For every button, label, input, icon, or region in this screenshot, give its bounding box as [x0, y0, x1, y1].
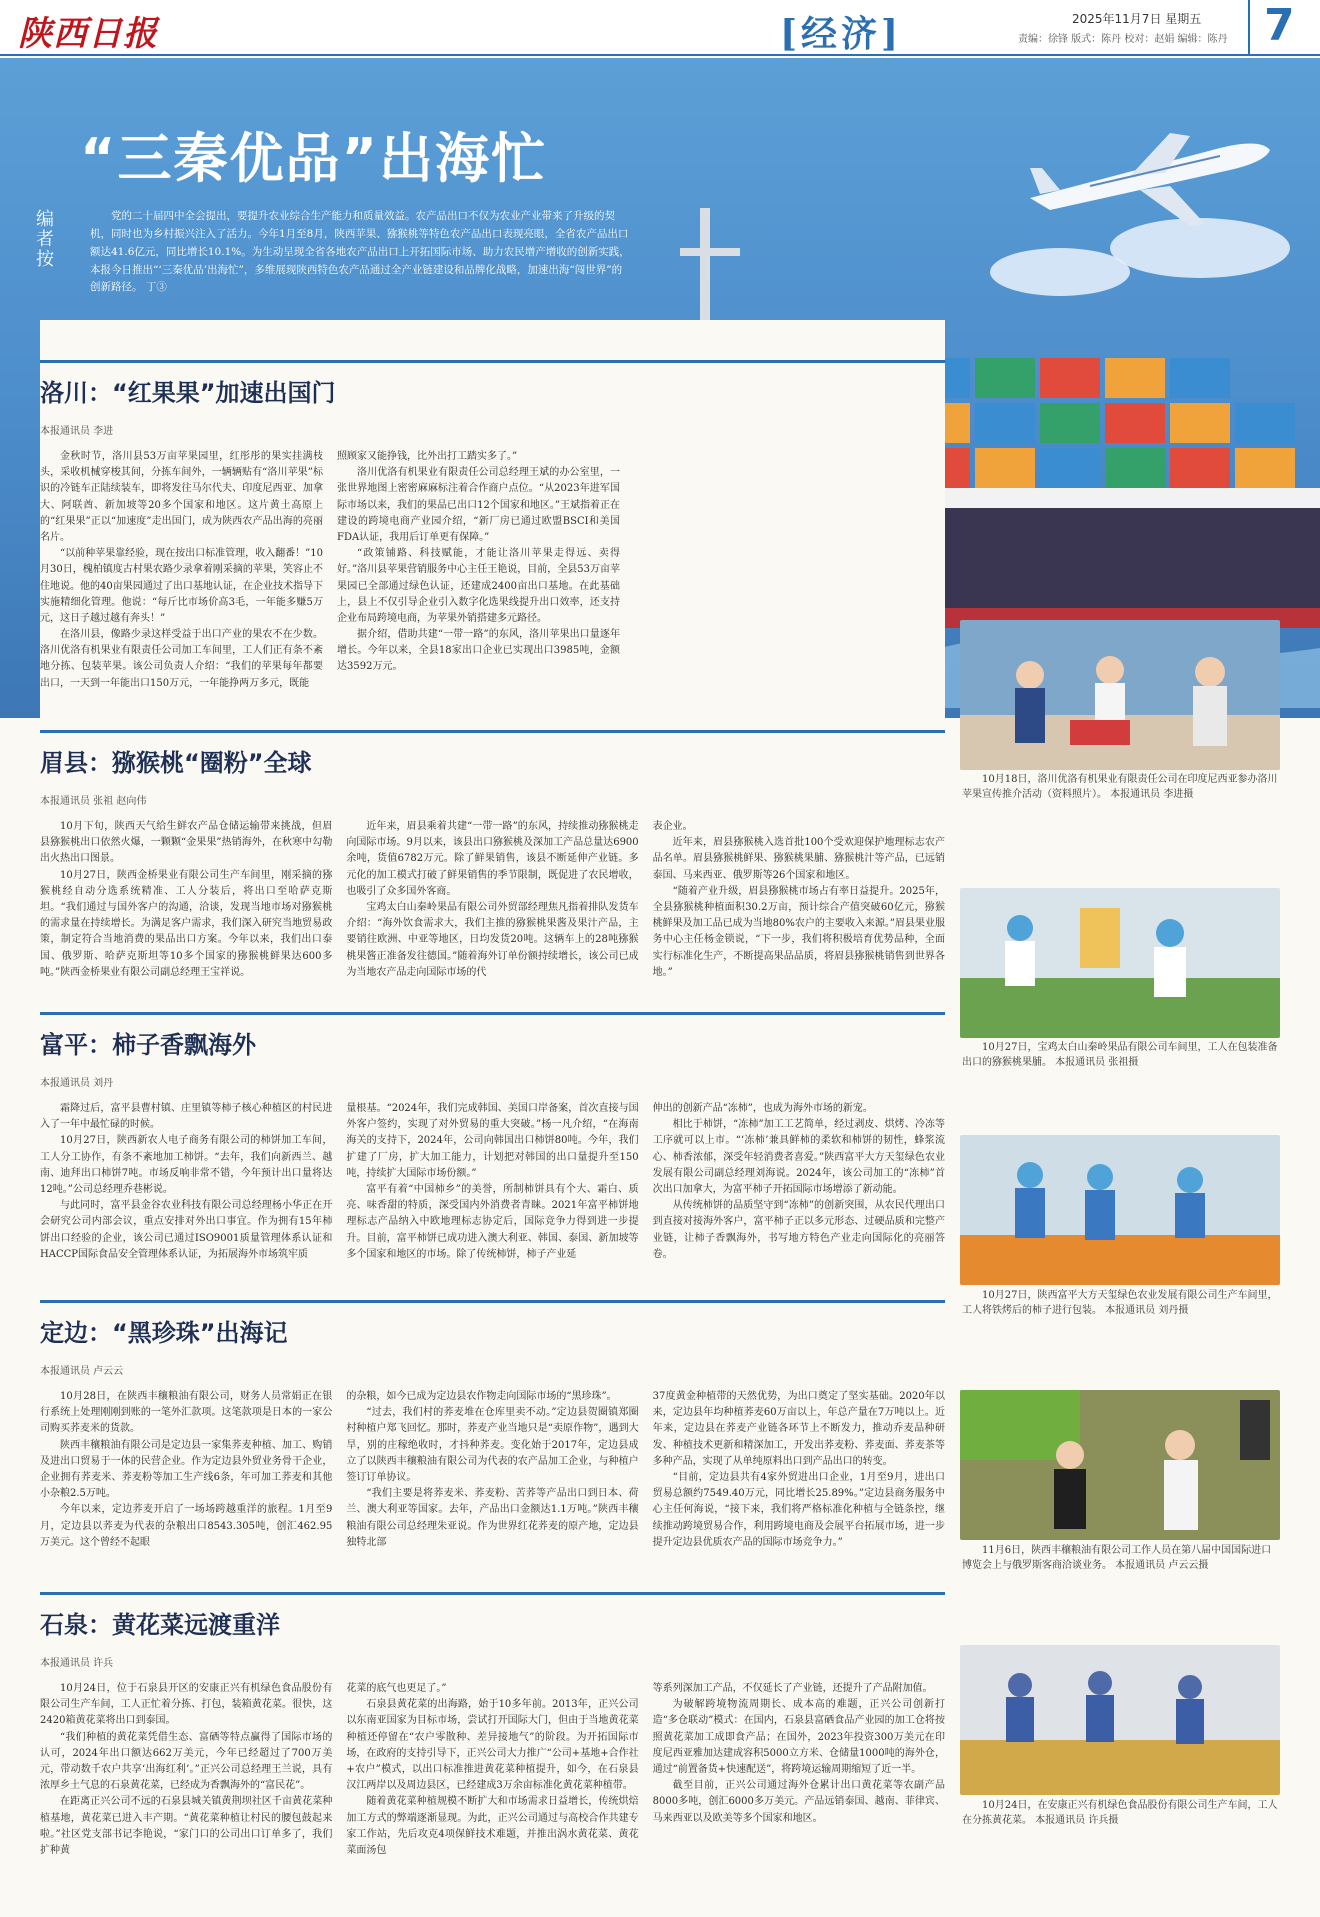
paragraph: 随着黄花菜种植规模不断扩大和市场需求日益增长，传统烘焙加工方式的弊端逐渐显现。为此，正兴公司通过与高校合作共建专家工作站，先后攻克4项保鲜技术难题，并推出涡水黄花菜、黄花菜面汤包 — [346, 1796, 639, 1856]
paragraph: 等系列深加工产品，不仅延长了产业链，还提升了产品附加值。 — [652, 1683, 933, 1694]
paragraph: 表企业。 — [652, 821, 693, 832]
paragraph: 10月24日，位于石泉县开区的安康正兴有机绿色食品股份有限公司生产车间，工人正忙着分拣、打包，装箱黄花菜。很快，这2420箱黄花菜将出口到泰国。 — [40, 1683, 333, 1727]
masthead — [0, 0, 1320, 56]
newspaper-logo: 陕西日报 — [18, 14, 158, 54]
page-headline: “三秦优品”出海忙 — [80, 127, 547, 190]
paragraph: “目前，定边县共有4家外贸进出口企业，1月至9月，进出口贸易总额约7549.40万元，同比增长25.89%。”定边县商务服务中心主任何海说，“接下来，我们将严格标准化种植与全链条控，继续推动跨境贸易合作，利用跨境电商及会展平台拓展市场，进一步提升定边县优质农产品的国际市场竞争力。” — [652, 1471, 945, 1548]
article-column — [346, 819, 638, 981]
editor-note-tag: 编者按 — [36, 209, 54, 270]
paragraph: 在洛川县，像路少录这样受益于出口产业的果农不在少数。洛川优洛有机果业有限责任公司加工车间里，工人们正有条不紊地分拣、包装苹果。该公司负责人介绍：“我们的苹果每年都要出口，一天到一年能出口150万元，一年能挣两万多元，既能 — [40, 629, 323, 689]
paragraph: 为破解跨境物流周期长、成本高的难题，正兴公司创新打造“多仓联动”模式：在国内，石泉县富硒食品产业园的加工仓将按照黄花菜加工成即食产品；在国外，2023年投资300万美元在印度尼西亚雅加达建成容积5000立方米、仓储量1000吨的海外仓，通过“前置备货+快速配送”，将跨境运输周期缩短了近一半。 — [652, 1699, 945, 1775]
page-number: 7 — [1248, 0, 1295, 54]
paragraph: 与此同时，富平县金谷农业科技有限公司总经理杨小华正在开会研究公司内部会议，重点安排对外出口事宜。作为拥有15年柿饼出口经验的企业，该公司已通过ISO9001质量管理体系认证和HACCP国际食品安全管理体系认证，为拓展海外市场筑牢质 — [40, 1200, 333, 1260]
paragraph: 据介绍，借助共建“一带一路”的东风，洛川苹果出口量逐年增长。今年以来，全县18家出口企业已实现出口3985吨，金额达3592万元。 — [337, 629, 620, 673]
article-shiquan — [40, 1592, 945, 1859]
paragraph: 霜降过后，富平县曹村镇、庄里镇等柿子核心种植区的村民进入了一年中最忙碌的时候。 — [40, 1103, 333, 1131]
article-luochuan — [40, 360, 945, 692]
article-column — [653, 819, 945, 981]
article-byline: 本报通讯员 李进 — [40, 426, 114, 437]
paragraph: “我们种植的黄花菜凭借生态、富硒等特点赢得了国际市场的认可，2024年出口额达662万美元，今年已经超过了700万美元，带动数千农户共享‘出海红利’。”正兴公司总经理王兰说，具有浓厚乡土气息的石泉黄花菜，已经成为香飘海外的“富民花”。 — [40, 1731, 333, 1792]
paragraph: “我们主要是将荞麦米、荞麦粉、苦荞等产品出口到日本、荷兰、澳大利亚等国家。去年，产品出口金额达1.1万吨。”陕西丰穰粮油有限公司总经理朱亚说。作为世界红花荞麦的原产地，定边县独特北部 — [346, 1488, 639, 1548]
article-byline: 本报通讯员 许兵 — [40, 1658, 114, 1669]
article-byline: 本报通讯员 张祖 赵向伟 — [40, 796, 147, 807]
article-column — [346, 1101, 638, 1263]
paragraph: “以前种苹果靠经验，现在按出口标准管理，收入翻番！”10月30日，槐柏镇度古村果农路少录拿着刚采摘的苹果，笑容止不住地说。他的40亩果园通过了出口基地认证，在企业技术指导下实施精细化管理。他说：“每斤比市场价高3毛，一年能多赚5万元，这日子越过越有奔头！” — [40, 548, 323, 624]
photo-shiquan-sorting — [960, 1645, 1280, 1795]
editor-note: 党的二十届四中全会提出，要提升农业综合生产能力和质量效益。农产品出口不仅为农业产业带来了升级的契机，同时也为乡村振兴注入了活力。今年1月至8月，陕西苹果、猕猴桃等特色农产品出口表现亮眼，全省农产品出口额达41.6亿元，同比增长10.1%。为生动呈现全省各地农产品出口上开拓国际市场、助力农民增产增收的创新实践，本报今日推出“‘三秦优品’出海忙”，多维展现陕西特色农产品通过全产业链建设和品牌化战略，加速出海“闯世界”的创新路径。 丁③ — [90, 210, 630, 294]
article-column — [653, 1389, 945, 1551]
paragraph: 石泉县黄花菜的出海路，始于10多年前。2013年，正兴公司以东南亚国家为目标市场，尝试打开国际大门，但由于当地黄花菜种植还停留在“农户零散种、差异接地气”的阶段。为开拓国际市场，在政府的支持引导下，正兴公司大力推广“公司+基地+合作社+农户”模式，以出口标准推进黄花菜种植提升，如今，在石泉县汉江两岸以及周边县区，已经建成3万余亩标准化黄花菜种植带。 — [346, 1699, 639, 1792]
paragraph: 伸出的创新产品“冻柿”，也成为海外市场的新宠。 — [652, 1103, 873, 1114]
editors-line: 责编：徐锋 版式：陈丹 校对：赵娟 编辑：陈丹 — [1018, 34, 1228, 45]
paragraph: 截至目前，正兴公司通过海外仓累计出口黄花菜等农副产品8000多吨，创汇6000多万美元。产品远销泰国、越南、菲律宾、马来西亚以及欧美等多个国家和地区。 — [652, 1780, 945, 1824]
photo-caption: 10月27日，宝鸡太白山秦岭果品有限公司车间里，工人在包装准备出口的猕猴桃果脯。 本报通讯员 张祖摄 — [962, 1042, 1278, 1068]
paragraph: 金秋时节，洛川县53万亩苹果园里，红彤彤的果实挂满枝头，采收机械穿梭其间，分拣车间外，一辆辆贴有“洛川苹果”标识的冷链车正陆续装车，即将发往马尔代夫、印度尼西亚、加拿大、阿联酋、新加坡等20多个国家和地区。这片黄土高原上的“红果果”正以“加速度”走出国门，成为陕西农产品出海的亮丽名片。 — [40, 451, 323, 543]
article-byline: 本报通讯员 刘丹 — [40, 1078, 114, 1089]
paragraph: 10月27日，陕西新农人电子商务有限公司的柿饼加工车间，工人分工协作，有条不紊地加工柿饼。“去年，我们向新西兰、越南、迪拜出口柿饼7吨。市场反响非常不错，今年预计出口量将达12吨。”公司总经理乔巷彬说。 — [40, 1135, 333, 1195]
dateline: 2025年11月7日 星期五 — [1072, 12, 1202, 26]
article-column — [337, 449, 620, 692]
article-column — [346, 1389, 638, 1551]
paragraph: 相比于柿饼，“冻柿”加工工艺简单，经过剥皮、烘烤、冷冻等工序就可以上市。“‘冻柿’兼具鲜柿的柔软和柿饼的韧性，蜂浆流心、柿香浓郁，深受年轻消费者喜爱。”陕西富平大方天玺绿色农业发展有限公司副总经理刘海说。2024年，该公司加工的“冻柿”首次出口加拿大，为富平柿子开拓国际市场增添了新动能。 — [652, 1119, 945, 1195]
article-column — [40, 1389, 332, 1551]
paragraph: 10月下旬，陕西天气给生鲜农产品仓储运输带来挑战，但眉县猕猴桃出口依然火爆，一颗颗“金果果”热销海外，在秋寒中勾勒出火热出口图景。 — [40, 821, 333, 865]
paragraph: 花菜的底气也更足了。” — [346, 1683, 447, 1694]
paragraph: “过去，我们村的荞麦堆在仓库里卖不动。”定边县贺圈镇郑圈村种植户郑飞回忆。那时，荞麦产业当地只是“卖原作物”，遇到大旱，别的庄稼绝收时，才抖种荞麦。变化始于2017年，定边县成立了以陕西丰穰粮油有限公司为代表的农产品加工企业，与种植户签订订单协议。 — [346, 1407, 639, 1483]
paragraph: 10月27日，陕西金桥果业有限公司生产车间里，刚采摘的猕猴桃经自动分选系统精准、工人分装后，将出口至哈萨克斯坦。“我们通过与国外客户的沟通，洽谈，发现当地市场对猕猴桃的需求量在持续增长。为满足客户需求，我们深入研究当地贸易政策，制定符合当地消费的果品出口方案。今年以来，我们出口泰国、俄罗斯、哈萨克斯坦等10多个国家的猕猴桃鲜果达600多吨。”陕西金桥果业有限公司副总经理王宝祥说。 — [40, 869, 333, 978]
photo-fuping-packing — [960, 1135, 1280, 1285]
photo-caption: 11月6日，陕西丰穰粮油有限公司工作人员在第八届中国国际进口博览会上与俄罗斯客商洽谈业务。 本报通讯员 卢云云摄 — [962, 1545, 1272, 1571]
article-column — [653, 1101, 945, 1263]
paragraph: 37度黄金种植带的天然优势，为出口奠定了坚实基础。2020年以来，定边县年均种植荞麦60万亩以上，年总产量在7万吨以上。近年来，定边县在荞麦产业链各环节上不断发力，推动乔麦品种研发、种植技术更新和精深加工，开发出荞麦粉、荞麦面、荞麦茶等多种产品，实现了从单纯原料出口到产品出口的转变。 — [652, 1391, 945, 1467]
paragraph: 近年来，眉县乘着共建“一带一路”的东风，持续推动猕猴桃走向国际市场。9月以来，该县出口猕猴桃及深加工产品总量达6900余吨，货值6782万元。除了鲜果销售，该县不断延伸产业链。多元化的加工模式打破了鲜果销售的季节限制，既促进了农民增收，也吸引了众多国外客商。 — [346, 821, 639, 897]
article-dingbian — [40, 1300, 945, 1551]
article-title: 富平：柿子香飘海外 — [40, 1012, 945, 1060]
article-column — [40, 449, 323, 692]
photo-dingbian-expo — [960, 1390, 1280, 1540]
paragraph: 宝鸡太白山秦岭果品有限公司外贸部经理焦凡指着排队发货车介绍：“海外饮食需求大，我们主推的猕猴桃果酱及果汁产品，主要销往欧洲、中亚等地区，日均发货20吨。这辆车上的28吨猕猴桃果酱正准备发往德国。”随着海外订单份额持续增长，该公司已成为当地农产品走向国际市场的代 — [346, 901, 639, 978]
article-column — [40, 1101, 332, 1263]
paragraph: 量根基。“2024年，我们完成韩国、美国口岸备案，首次直接与国外客户签约，实现了对外贸易的重大突破。”杨一凡介绍，“在海南海关的支持下，2024年，公司向韩国出口柿饼80吨。今年，我们扩建了厂房，扩大加工能力，计划把对韩国的出口量提升至150吨，持续扩大国际市场份额。” — [346, 1103, 639, 1179]
article-column — [40, 819, 332, 981]
paragraph: 的杂粮，如今已成为定边县农作物走向国际市场的“黑珍珠”。 — [346, 1391, 617, 1402]
paragraph: 陕西丰穰粮油有限公司是定边县一家集荞麦种植、加工、购销及进出口贸易于一体的民营企业。作为定边县外贸业务骨干企业，企业拥有荞麦米、荞麦粉等加工生产线6条，年可加工荞麦和其他小杂粮2.5万吨。 — [40, 1439, 333, 1500]
article-byline: 本报通讯员 卢云云 — [40, 1366, 124, 1377]
photo-luochuan-promotion — [960, 620, 1280, 770]
article-title: 眉县：猕猴桃“圈粉”全球 — [40, 730, 945, 778]
paragraph: 洛川优洛有机果业有限责任公司总经理王斌的办公室里，一张世界地图上密密麻麻标注着合作商户点位。“从2023年进军国际市场以来，我们的果品已出口12个国家和地区。”王斌指着正在建设的跨境电商产业园介绍，“新厂房已通过欧盟BSCI和美国FDA认证，我用后订单更有保障。” — [337, 467, 620, 543]
section-tag: [经济] — [780, 13, 903, 55]
article-column — [40, 1681, 332, 1859]
paragraph: 从传统柿饼的品质坚守到“冻柿”的创新突围，从农民代理出口到直接对接海外客户，富平柿子正以多元形态、过硬品质和完整产业链，让柿子香飘海外，书写地方特色产业走向国际化的亮丽答卷。 — [652, 1200, 945, 1260]
photo-caption: 10月18日，洛川优洛有机果业有限责任公司在印度尼西亚参办洛川苹果宣传推介活动（资料照片）。 本报通讯员 李进摄 — [962, 774, 1278, 800]
article-column — [346, 1681, 638, 1859]
article-title: 洛川：“红果果”加速出国门 — [40, 360, 945, 408]
paragraph: 照顾家又能挣钱，比外出打工踏实多了。” — [337, 451, 518, 462]
article-meixian — [40, 730, 945, 981]
paragraph: 今年以来，定边荞麦开启了一场场跨越重洋的旅程。1月至9月，定边县以荞麦为代表的杂粮出口8543.305吨，创汇462.95万美元。这个曾经不起眼 — [40, 1504, 333, 1548]
photo-caption: 10月24日，在安康正兴有机绿色食品股份有限公司生产车间，工人在分拣黄花菜。 本报通讯员 许兵摄 — [962, 1800, 1278, 1826]
paragraph: “政策铺路、科技赋能，才能让洛川苹果走得远、卖得好。”洛川县苹果营销服务中心主任王艳说，目前，全县53万亩苹果园已全部通过绿色认证，还建成2400亩出口基地。在此基础上，县上不仅引导企业引入数字化选果线提升出口效率，还支持企业布局跨境电商，为苹果外销搭建多元路径。 — [337, 548, 620, 624]
article-fuping — [40, 1012, 945, 1263]
paragraph: 富平有着“中国柿乡”的美誉，所制柿饼具有个大、霜白、质亮、味香甜的特质，深受国内外消费者青睐。2021年富平柿饼地理标志产品纳入中欧地理标志协定后，国际竞争力得到进一步提升。目前，富平柿饼已成功进入澳大利亚、韩国、泰国、新加坡等多个国家和地区的市场。除了传统柿饼，柿子产业延 — [346, 1183, 639, 1260]
paragraph: 在距离正兴公司不远的石泉县城关镇黄荆坝社区千亩黄花菜种植基地，黄花菜已进入丰产期。“黄花菜种植让村民的腰包鼓起来啦。”社区党支部书记李艳说，“家门口的公司出口订单多了，我们扩种黄 — [40, 1796, 333, 1856]
photo-caption: 10月27日，陕西富平大方天玺绿色农业发展有限公司生产车间里，工人将铁烤后的柿子进行包装。 本报通讯员 刘丹摄 — [962, 1290, 1278, 1316]
article-column — [653, 1681, 945, 1859]
paragraph: “随着产业升级，眉县猕猴桃市场占有率日益提升。2025年，全县猕猴桃种植面积30.2万亩，预计综合产值突破60亿元，猕猴桃鲜果及加工品已成为当地80%农户的主要收入来源。”眉县果业服务中心主任杨金锁说，“下一步，我们将积极培育优势品种，全面实行标准化生产，不断提高果品品质，将眉县猕猴桃销售到世界各地。” — [652, 885, 945, 978]
photo-meixian-workshop — [960, 888, 1280, 1038]
article-title: 定边：“黑珍珠”出海记 — [40, 1300, 945, 1348]
paragraph: 近年来，眉县猕猴桃入选首批100个受欢迎保护地理标志农产品名单。眉县猕猴桃鲜果、猕猴桃果脯、猕猴桃汁等产品，已远销泰国、马来西亚、俄罗斯等26个国家和地区。 — [652, 837, 945, 881]
article-title: 石泉：黄花菜远渡重洋 — [40, 1592, 945, 1640]
paragraph: 10月28日，在陕西丰穰粮油有限公司，财务人员常娟正在银行系统上处理刚刚到账的一笔外汇款项。这笔款项是日本的一家公司购买荞麦米的货款。 — [40, 1391, 333, 1435]
